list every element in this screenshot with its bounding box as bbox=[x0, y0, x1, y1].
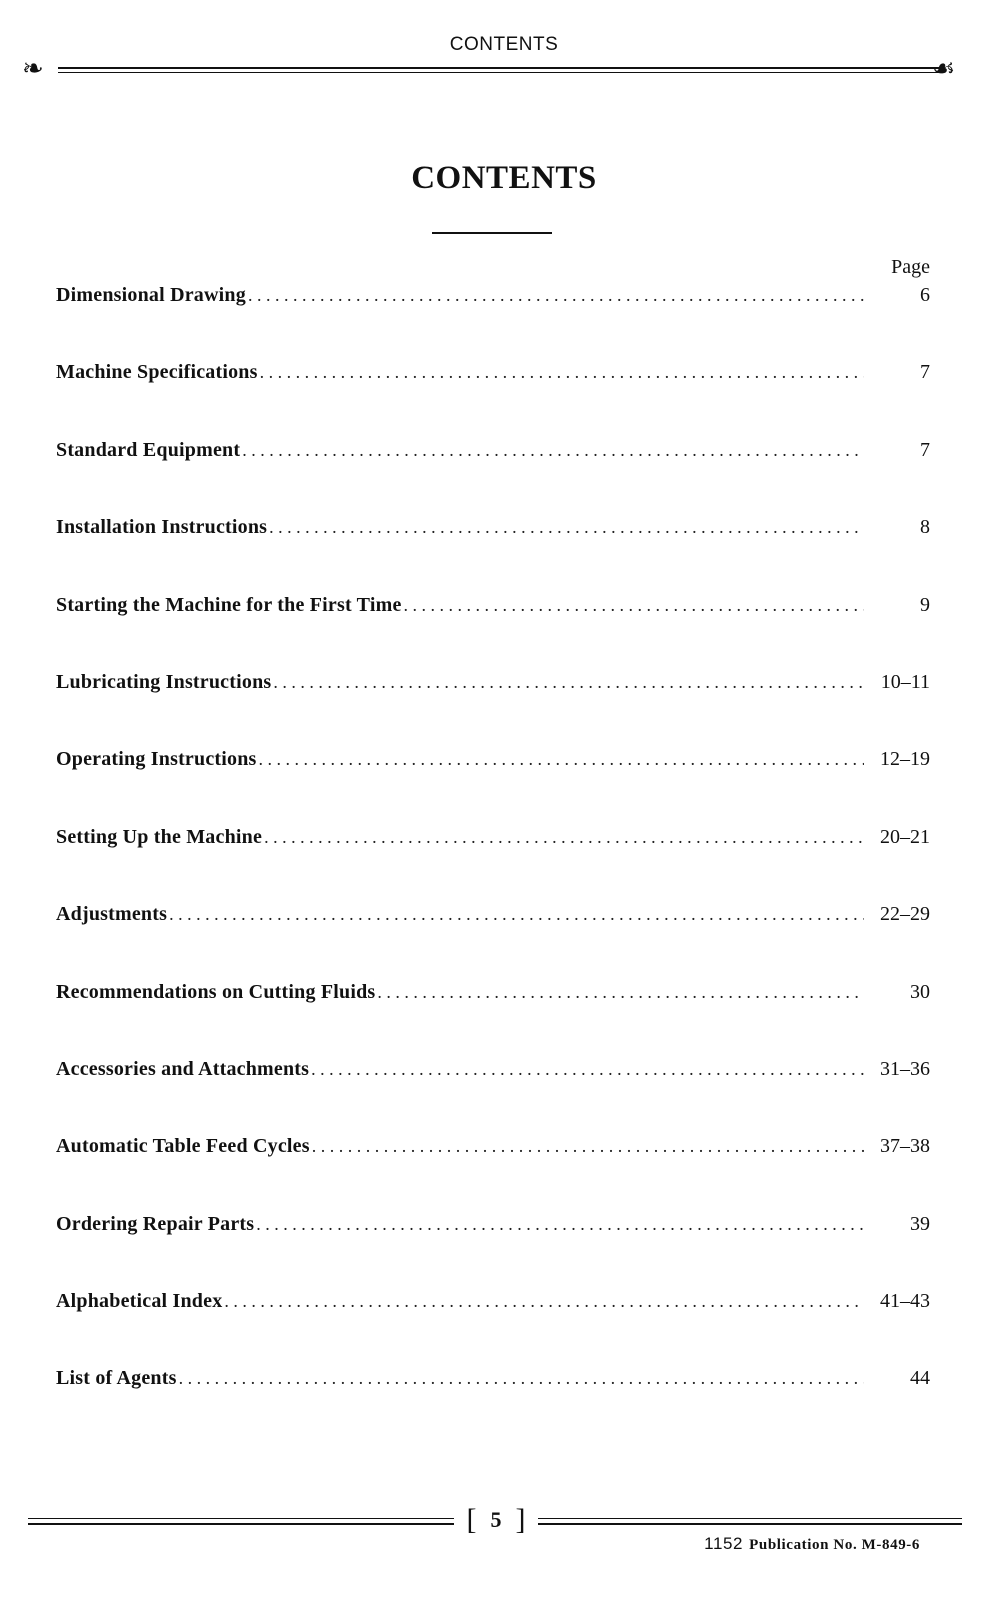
toc-entry-label: Accessories and Attachments bbox=[56, 1057, 310, 1080]
toc-entry[interactable] bbox=[56, 1367, 930, 1444]
toc-entry[interactable] bbox=[56, 826, 930, 903]
dot-leader bbox=[269, 517, 864, 538]
dot-leader bbox=[377, 982, 864, 1003]
toc-entry-page: 6 bbox=[920, 284, 930, 306]
dot-leader bbox=[260, 362, 864, 383]
toc-entry-page: 10–11 bbox=[880, 670, 930, 693]
toc-entry-page: 31–36 bbox=[880, 1057, 930, 1080]
running-head: CONTENTS bbox=[449, 34, 559, 55]
toc-entry[interactable] bbox=[56, 981, 930, 1058]
toc-list bbox=[56, 284, 930, 1445]
toc-entry[interactable] bbox=[56, 671, 930, 748]
toc-entry-label: Standard Equipment bbox=[56, 438, 241, 461]
toc-entry[interactable] bbox=[56, 1135, 930, 1212]
folio-number: 5 bbox=[490, 1507, 502, 1532]
title-underline bbox=[432, 232, 552, 234]
dot-leader bbox=[179, 1368, 864, 1389]
toc-entry[interactable] bbox=[56, 748, 930, 825]
left-ornament-icon: ❧ bbox=[22, 54, 44, 84]
dot-leader bbox=[256, 1214, 864, 1235]
toc-entry-page: 20–21 bbox=[880, 825, 930, 848]
toc-entry-label: Adjustments bbox=[56, 903, 168, 926]
toc-entry-page: 30 bbox=[910, 980, 930, 1003]
toc-entry[interactable] bbox=[56, 516, 930, 593]
toc-entry-label: Dimensional Drawing bbox=[56, 284, 246, 306]
dot-leader bbox=[312, 1136, 864, 1157]
dot-leader bbox=[259, 749, 864, 770]
toc-entry[interactable] bbox=[56, 1213, 930, 1290]
page-column-header: Page bbox=[891, 256, 930, 278]
toc-entry-label: Setting Up the Machine bbox=[56, 825, 263, 848]
footer-rule-left bbox=[28, 1518, 454, 1528]
dot-leader bbox=[264, 827, 864, 848]
toc-entry[interactable] bbox=[56, 439, 930, 516]
toc-entry-label: Alphabetical Index bbox=[56, 1290, 223, 1313]
toc-entry-page: 9 bbox=[920, 593, 930, 616]
footer-rule-right bbox=[538, 1518, 962, 1528]
toc-entry-page: 8 bbox=[920, 516, 930, 539]
toc-entry[interactable] bbox=[56, 1290, 930, 1367]
toc-entry-label: Ordering Repair Parts bbox=[56, 1212, 255, 1235]
toc-entry[interactable] bbox=[56, 284, 930, 361]
publication-line bbox=[600, 1534, 920, 1554]
toc-entry-label: Starting the Machine for the First Time bbox=[56, 593, 402, 616]
dot-leader bbox=[242, 440, 864, 461]
page-title: CONTENTS bbox=[411, 160, 597, 196]
toc-entry-page: 37–38 bbox=[880, 1135, 930, 1158]
toc-entry-page: 7 bbox=[920, 438, 930, 461]
toc-entry-page: 7 bbox=[920, 361, 930, 384]
dot-leader bbox=[311, 1059, 864, 1080]
toc-entry[interactable] bbox=[56, 903, 930, 980]
toc-entry[interactable] bbox=[56, 1058, 930, 1135]
dot-leader bbox=[224, 1291, 864, 1312]
dot-leader bbox=[248, 285, 864, 306]
toc-entry-label: Lubricating Instructions bbox=[56, 670, 272, 693]
toc-entry[interactable] bbox=[56, 594, 930, 671]
toc-entry-label: Automatic Table Feed Cycles bbox=[56, 1135, 310, 1158]
folio-bracket-open: [ bbox=[466, 1503, 477, 1536]
dot-leader bbox=[273, 672, 864, 693]
toc-entry-page: 44 bbox=[910, 1367, 930, 1390]
toc-entry-page: 39 bbox=[910, 1212, 930, 1235]
toc-entry-label: Operating Instructions bbox=[56, 748, 257, 771]
toc-entry-label: Machine Specifications bbox=[56, 361, 258, 384]
toc-entry-label: List of Agents bbox=[56, 1367, 177, 1390]
publication-number: Publication No. M-849-6 bbox=[749, 1537, 920, 1553]
toc-entry-page: 22–29 bbox=[880, 903, 930, 926]
toc-entry-page: 12–19 bbox=[880, 748, 930, 771]
dot-leader bbox=[169, 904, 864, 925]
toc-entry-page: 41–43 bbox=[880, 1290, 930, 1313]
toc-entry-label: Installation Instructions bbox=[56, 516, 268, 539]
page-number bbox=[456, 1503, 536, 1537]
header-double-rule bbox=[58, 64, 940, 78]
toc-entry-label: Recommendations on Cutting Fluids bbox=[56, 980, 376, 1003]
right-ornament-icon: ☙ bbox=[932, 54, 956, 84]
toc-entry[interactable] bbox=[56, 361, 930, 438]
folio-bracket-close: ] bbox=[515, 1503, 526, 1536]
dot-leader bbox=[404, 595, 864, 616]
print-code: 1152 bbox=[704, 1534, 744, 1553]
